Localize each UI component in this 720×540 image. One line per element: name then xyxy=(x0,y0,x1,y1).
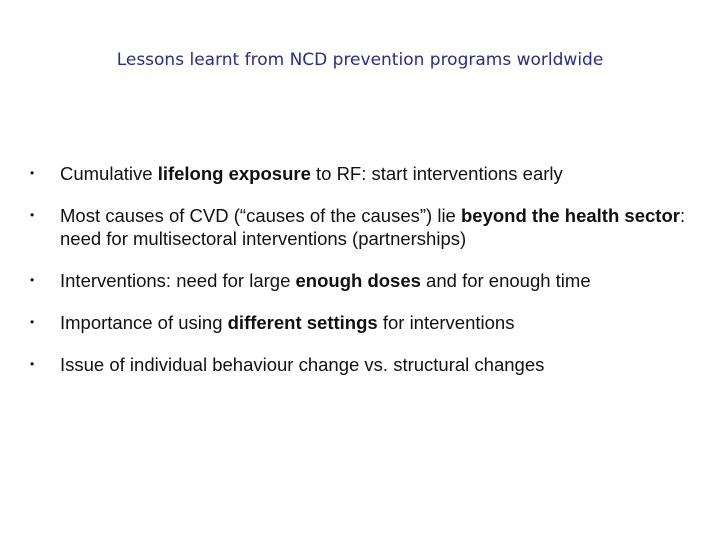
bullet-segment: and for enough time xyxy=(420,270,591,291)
bullet-text xyxy=(60,269,710,292)
bullet-segment-bold: different settings xyxy=(227,312,378,333)
bullet-segment: Importance of using xyxy=(60,312,228,333)
bullet-segment-bold: beyond the health sector xyxy=(460,205,680,226)
bullet-item xyxy=(30,353,710,376)
bullet-segment: for interventions xyxy=(377,312,515,333)
bullet-marker-icon: • xyxy=(30,315,35,329)
bullet-marker-icon: • xyxy=(30,273,35,287)
bullet-list xyxy=(30,162,710,395)
bullet-item xyxy=(30,311,710,334)
bullet-segment-bold: enough doses xyxy=(295,270,421,291)
bullet-segment: Issue of individual behaviour change vs. structural changes xyxy=(60,354,545,375)
bullet-item xyxy=(30,269,710,292)
bullet-segment: : need for multisectoral interventions (partnerships) xyxy=(60,205,686,249)
slide-title: Lessons learnt from NCD prevention programs worldwide xyxy=(116,50,604,70)
bullet-item xyxy=(30,204,710,250)
bullet-segment-bold: lifelong exposure xyxy=(157,163,311,184)
bullet-text xyxy=(60,162,710,185)
bullet-segment: Most causes of CVD (“causes of the causes”) lie xyxy=(60,205,461,226)
bullet-text xyxy=(60,353,710,376)
bullet-text xyxy=(60,311,710,334)
bullet-segment: Cumulative xyxy=(60,163,158,184)
bullet-marker-icon: • xyxy=(30,357,35,371)
bullet-marker-icon: • xyxy=(30,208,35,222)
bullet-segment: Interventions: need for large xyxy=(60,270,296,291)
bullet-segment: to RF: start interventions early xyxy=(310,163,563,184)
bullet-text xyxy=(60,204,710,250)
bullet-marker-icon: • xyxy=(30,166,35,180)
bullet-item xyxy=(30,162,710,185)
